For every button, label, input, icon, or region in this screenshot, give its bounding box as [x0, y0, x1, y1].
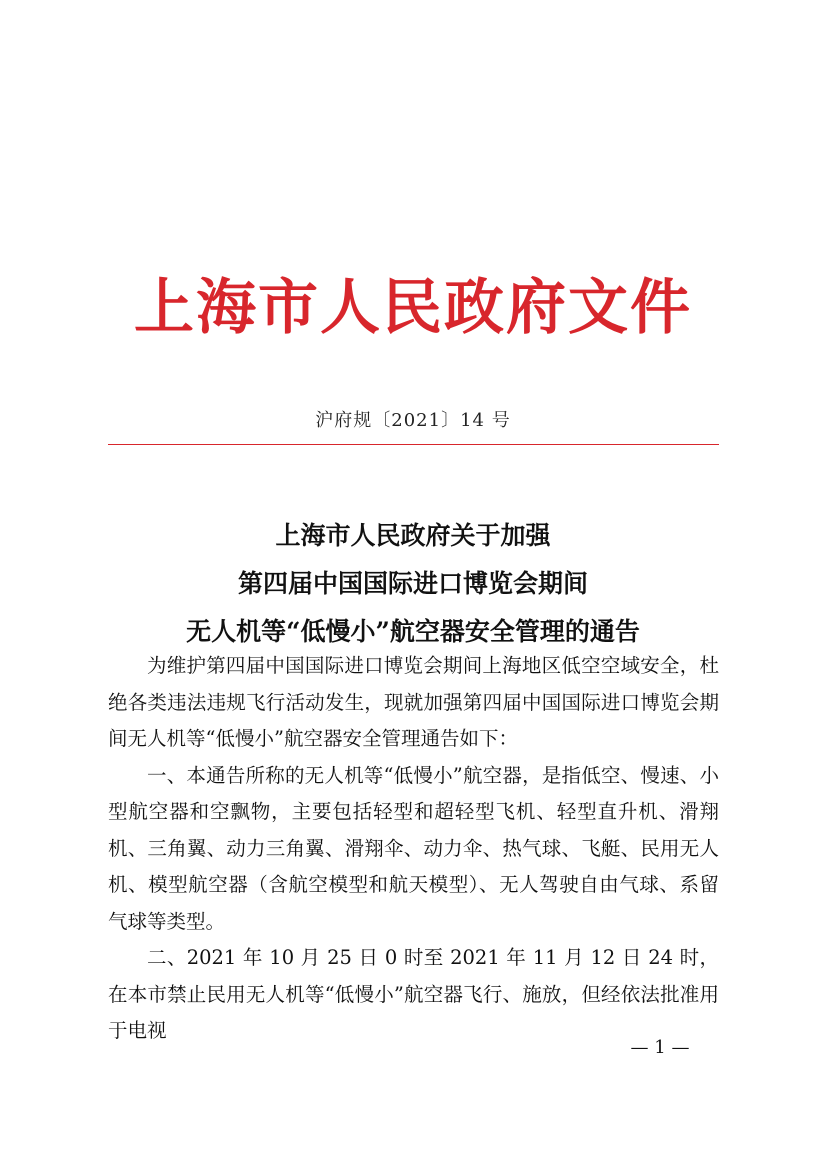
document-number: 沪府规〔2021〕14 号	[315, 410, 511, 431]
page-number: — 1 —	[630, 1037, 690, 1058]
notice-body	[108, 648, 719, 1050]
notice-title-line-1: 上海市人民政府关于加强	[275, 521, 551, 550]
body-paragraph-1: 一、本通告所称的无人机等“低慢小”航空器，是指低空、慢速、小型航空器和空飘物，主要包括轻型和超轻型飞机、轻型直升机、滑翔机、三角翼、动力三角翼、滑翔伞、动力伞、热气球、飞艇、民用无人机、模型航空器（含航空模型和航天模型）、无人驾驶自由气球、系留气球等类型。	[108, 763, 719, 933]
notice-title	[0, 512, 826, 656]
red-divider-line	[108, 444, 719, 445]
notice-title-line-2: 第四届中国国际进口博览会期间	[237, 569, 588, 598]
issuer-header-title: 上海市人民政府文件	[134, 273, 692, 343]
body-paragraph-intro: 为维护第四届中国国际进口博览会期间上海地区低空空域安全，杜绝各类违法违规飞行活动发生，现就加强第四届中国国际进口博览会期间无人机等“低慢小”航空器安全管理通告如下：	[108, 654, 719, 750]
body-paragraph-2: 二、2021 年 10 月 25 日 0 时至 2021 年 11 月 12 日 24 时，在本市禁止民用无人机等“低慢小”航空器飞行、施放，但经依法批准用于电视	[108, 946, 719, 1042]
notice-title-line-3: 无人机等“低慢小”航空器安全管理的通告	[186, 617, 640, 646]
